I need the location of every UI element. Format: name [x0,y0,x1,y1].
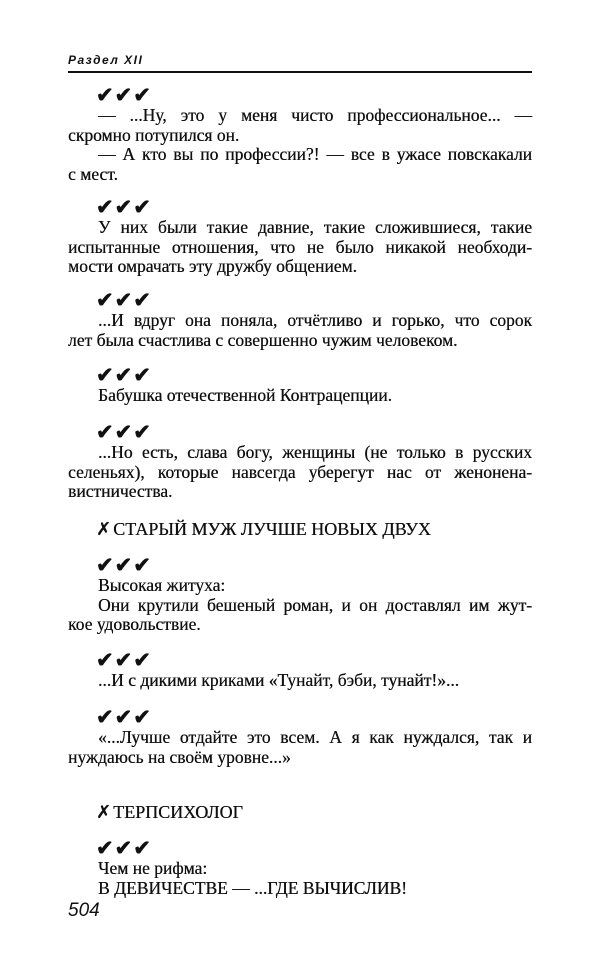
entry [68,289,532,350]
section-heading [96,519,431,540]
check-marks-icon: ✔✔✔ [96,195,152,219]
text-line: Бабушка отечественной Контрацепции. [98,385,392,405]
running-header: Раздел XII [68,53,144,67]
heading-text: ТЕРПСИХОЛОГ [113,802,243,822]
entry [68,421,532,502]
text-line: селеньях), которые навсегда уберегут нас от женонена- [68,461,532,482]
text-line: лет была счастлива с совершенно чужим человеком. [68,329,458,350]
cross-icon: ✗ [96,802,112,823]
check-marks-icon: ✔✔✔ [96,288,152,312]
text-line: — А кто вы по профессии?! — все в ужасе повскакали [98,144,532,165]
text-line: кое удовольствие. [68,614,201,635]
cross-icon: ✗ [96,519,112,540]
check-marks-icon: ✔✔✔ [96,705,152,729]
entry [68,554,532,635]
text-line: мости омрачать эту дружбу общением. [68,256,357,277]
check-marks-icon: ✔✔✔ [96,363,152,387]
entry [68,649,532,691]
section-heading [96,802,243,823]
text-line: скромно потупился он. [68,124,240,145]
text-line: ...И с дикими криками «Тунайт, бэби, тунайт!»... [98,670,460,690]
page-number: 504 [68,900,100,921]
text-line: вистничества. [68,481,173,502]
text-line: испытанные отношения, что не было никакой необходи- [68,236,532,257]
check-marks-icon: ✔✔✔ [96,553,152,577]
check-marks-icon: ✔✔✔ [96,648,152,672]
heading-text: СТАРЫЙ МУЖ ЛУЧШЕ НОВЫХ ДВУХ [113,519,431,539]
text-line: нуждаюсь на своём уровне...» [68,746,291,767]
text-line: «...Лучше отдайте это всем. А я как нуждался, так и [98,727,532,747]
text-line: Высокая житуха: [98,575,226,595]
check-marks-icon: ✔✔✔ [96,836,152,860]
entry [68,84,532,184]
check-marks-icon: ✔✔✔ [96,83,152,107]
text-line: Чем не рифма: [98,858,208,878]
text-line: ...Но есть, слава богу, женщины (не только в русских [98,442,532,462]
text-line: ...И вдруг она поняла, отчётливо и горько, что сорок [98,310,532,330]
text-line: с мест. [68,163,118,184]
entry [68,196,532,277]
header-rule [68,71,532,73]
entry [68,706,532,767]
entry [68,364,532,406]
text-line: У них были такие давние, такие сложившиеся, такие [98,217,532,237]
text-line: — ...Ну, это у меня чисто профессиональное... — [98,105,532,125]
check-marks-icon: ✔✔✔ [96,420,152,444]
text-line: В ДЕВИЧЕСТВЕ — ...ГДЕ ВЫЧИСЛИВ! [98,877,407,898]
entry [68,837,532,898]
text-line: Они крутили бешеный роман, и он доставлял им жут- [98,594,532,615]
